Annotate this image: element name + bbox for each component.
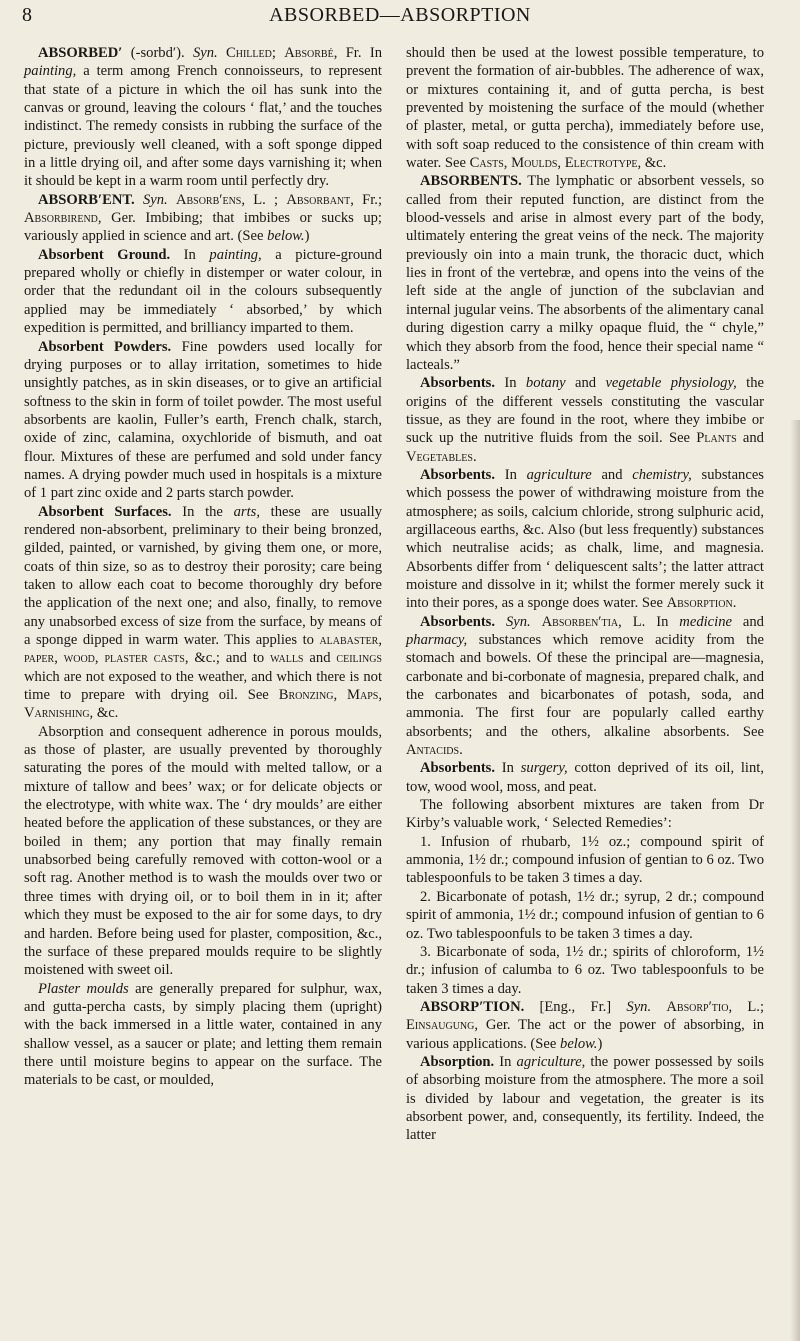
text-run (135, 192, 143, 208)
italic-term: chemistry, (632, 466, 692, 483)
text-run: and (736, 430, 764, 447)
paragraph (24, 723, 382, 980)
page-number: 8 (22, 4, 32, 26)
text-run: ) (304, 228, 310, 245)
paragraph (406, 1053, 764, 1145)
paragraph (406, 943, 764, 998)
text-run: In the (171, 503, 234, 520)
entry-subheading: Absorbents. (420, 613, 496, 630)
entry-subheading: Absorbents. (420, 760, 496, 777)
small-caps-term: Absorbé (284, 45, 334, 61)
entry-subheading: Absorbent Surfaces. (38, 503, 172, 520)
text-run: &c. (93, 705, 119, 722)
text-run: , Ger. Imbibing; that imbibes or sucks up; variously applied in science and art. (See (24, 210, 382, 245)
text-run: In (495, 760, 521, 777)
italic-term: below. (267, 228, 305, 245)
text-run: ; (271, 45, 285, 61)
italic-term: painting, (209, 246, 262, 263)
italic-term: below. (560, 1035, 598, 1052)
text-run: ) (597, 1035, 603, 1052)
text-run: and (731, 613, 764, 630)
italic-term: arts, (233, 503, 260, 520)
italic-term: Syn. (142, 191, 168, 208)
small-caps-term: Bronzing, Maps, Varnishing, (24, 687, 382, 722)
entry-headword: ABSORBENTS. (420, 173, 522, 190)
text-run: Fine powders used locally for drying purposes or to allay irritation, sometimes to hide unsightly patches, as in skin diseases, or to give an artificial softness to the skin in form of toilet powder. The most useful absorbents are kaolin, Fuller’s earth, French chalk, starch, oxide of zinc, calamina, oxychloride of bismuth, and oat flour. Mixtures of these are perfumed and sold under fancy names. A drying powder much used in hospitals is a mixture of 1 part zinc oxide and 2 parts starch powder. (24, 338, 382, 502)
entry-headword: ABSORB′ENT. (38, 191, 135, 208)
text-run: substances which remove acidity from the stomach and bowels. Of these the principal are—magnesia, carbonate and bi-corbonate of magnesia, prepared chalk, and the carbonates and bicarbonates of potash, soda, and ammonia. The first four are popularly called earthy absorbents; and the others, alkaline absorbents. See (406, 632, 764, 740)
text-run: (-sorbd′). (122, 45, 193, 61)
text-run (531, 614, 542, 630)
small-caps-term: ceilings (336, 650, 382, 667)
entry-headword: ABSORP′TION. (420, 998, 525, 1015)
text-run: these are usually rendered non-absorbent, preliminary to their being bronzed, gilded, painted, or varnished, by giving them one, or more, coats of thin size, so as to destroy their porosity; care being taken to allow each coat to become thoroughly dry before the application of the next one; and also, finally, to remove any unabsorbed excess of size from the surface, by means of a sponge dipped in warm water. This applies to (24, 503, 383, 648)
entry-subheading: Absorption. (420, 1053, 495, 1070)
page-edge-shadow (790, 420, 800, 1341)
small-caps-term: Vegetables. (406, 448, 477, 465)
text-run: In (495, 466, 527, 483)
paragraph (406, 888, 764, 943)
text-run: The following absorbent mixtures are taken from Dr Kirby’s valuable work, ‘ Selected Remedies’: (406, 797, 764, 832)
paragraph (24, 246, 382, 338)
text-run: and (565, 375, 606, 392)
paragraph (406, 613, 764, 760)
paragraph (24, 191, 382, 246)
small-caps-term: walls (270, 650, 304, 667)
text-run: cotton deprived of its oil, lint, tow, wood wool, moss, and peat. (406, 760, 764, 795)
text-run: &c.; and to (188, 650, 271, 667)
text-run: In (170, 246, 210, 263)
page-header (0, 4, 800, 44)
text-run (495, 614, 506, 630)
text-run: should then be used at the lowest possible temperature, to prevent the formation of air-bubbles. The adherence of wax, or mixtures containing it, and of gutta percha, is best prevented by moistening the surface of the mould (whether of plaster, metal, or gutta percha), immediately before use, with soft soap reduced to the consistence of thin cream with water. See (406, 45, 764, 172)
text-run: In (494, 1053, 517, 1070)
text-run: &c. (641, 155, 667, 172)
paragraph (406, 833, 764, 888)
text-run: the power possessed by soils of absorbing moisture from the atmosphere. The more a soil is divided by labour and vegetation, the greater is its absorbent power, and, consequently, its fertility. Indeed, the latter (406, 1053, 764, 1144)
italic-term: surgery, (520, 760, 568, 777)
text-run: 1. Infusion of rhubarb, 1½ oz.; compound spirit of ammonia, 1½ dr.; compound infusion of gentian to 6 oz. Two tablespoonfuls to be taken 3 times a day. (406, 833, 764, 887)
small-caps-term: Einsaugung (406, 1017, 475, 1034)
text-run: a picture-ground prepared wholly or chiefly in distemper or water colour, in order that the redundant oil in the colours subsequently applied may be immediately ‘ absorbed,’ by which expedition is permitted, and brilliancy imparted to them. (24, 246, 383, 337)
paragraph (406, 44, 764, 172)
text-run: substances which possess the power of withdrawing moisture from the atmosphere; as soils, calcium chloride, strong sulphuric acid, argillaceous earths, &c. Also (but less frequently) substances which neutralise acids; as chalk, lime, and magnesia. Absorbents differ from ‘ deliquescent salts’; the latter attract moisture and dissolve in it; whilst the former merely suck it into their pores, as a sponge does water. See (406, 466, 764, 612)
paragraph (24, 503, 382, 723)
text-run: a term among French connoisseurs, to represent that state of a picture in which the oil has sunk into the canvas or ground, leaving the colours ‘ flat,’ and the touches indistinct. The remedy consists in rubbing the surface of the picture, previously well cleaned, with a soft sponge dipped in a little drying oil, and after some days varnishing it; when it should be kept in a warm room until perfectly dry. (24, 63, 382, 190)
text-run: and (303, 650, 337, 667)
text-run: 2. Bicarbonate of potash, 1½ dr.; syrup, 2 dr.; compound spirit of ammonia, 1½ dr.; compound infusion of gentian to 6 oz. Two tablespoonfuls to be taken 3 times a day. (406, 888, 764, 942)
paragraph (406, 374, 764, 466)
text-run: the origins of the different vessels constituting the vascular tissue, as they are found in the root, where they imbibe or suck up the nutritive fluids from the soil. See (406, 375, 764, 447)
small-caps-term: Chilled (226, 45, 272, 61)
italic-term: Syn. (626, 998, 652, 1015)
text-run: , Ger. The act or the power of absorbing, in various applications. (See (406, 1017, 764, 1052)
entry-subheading: Absorbents. (420, 375, 496, 392)
text-run (168, 192, 176, 208)
left-column (24, 44, 382, 1090)
paragraph (406, 759, 764, 796)
italic-term: agriculture (526, 466, 592, 483)
small-caps-term: Absorben′tia (541, 613, 619, 630)
entry-subheading: Absorbents. (420, 466, 496, 483)
italic-term: Plaster moulds (38, 980, 129, 997)
small-caps-term: Absorbant (286, 191, 351, 208)
text-run: , L.; (728, 998, 764, 1015)
italic-term: painting, (24, 63, 77, 80)
small-caps-term: Plants (696, 430, 737, 447)
text-run (651, 999, 666, 1015)
paragraph (24, 44, 382, 191)
running-head: ABSORBED—ABSORPTION (269, 4, 531, 26)
italic-term: vegetable physiology, (605, 375, 737, 392)
italic-term: agriculture, (516, 1053, 586, 1070)
small-caps-term: Casts, Moulds, Electrotype, (469, 155, 642, 172)
text-run: , L. ; (241, 191, 287, 208)
small-caps-term: alabaster, paper, wood, plaster casts, (24, 632, 382, 667)
entry-subheading: Absorbent Ground. (38, 246, 171, 263)
small-caps-term: Absorption. (666, 595, 737, 612)
text-run: , Fr. In (333, 45, 382, 61)
text-run (218, 45, 226, 61)
small-caps-term: Absorb′ens (175, 191, 242, 208)
entry-subheading: Absorbent Powders. (38, 338, 172, 355)
entry-headword: ABSORBED′ (38, 45, 123, 61)
small-caps-term: Absorp′tio (666, 998, 729, 1015)
text-run: and (591, 466, 633, 483)
small-caps-term: Absorbirend (24, 210, 98, 227)
italic-term: Syn. (505, 613, 531, 630)
text-run: are generally prepared for sulphur, wax, and gutta-percha casts, by simply placing them (upright) with the back immersed in a little water, contained in any shallow vessel, as a saucer or plate; and letting them remain there until moisture begins to appear on the surface. The materials to be cast, or moulded, (24, 980, 383, 1089)
italic-term: medicine (679, 613, 732, 630)
text-run: [Eng., Fr.] (524, 998, 627, 1015)
right-column (406, 44, 764, 1145)
paragraph (406, 466, 764, 613)
paragraph (24, 980, 382, 1090)
text-run: , L. In (618, 613, 680, 630)
paragraph (406, 172, 764, 374)
paragraph (406, 796, 764, 833)
italic-term: pharmacy, (406, 632, 468, 648)
small-caps-term: Antacids. (406, 742, 463, 759)
italic-term: botany (525, 375, 566, 392)
text-run: , Fr.; (350, 191, 383, 208)
italic-term: Syn. (192, 45, 218, 61)
paragraph (24, 338, 382, 503)
text-run: In (495, 375, 526, 392)
text-run: which are not exposed to the weather, and which there is not time to prepare with drying oil. See (24, 668, 382, 704)
text-run: 3. Bicarbonate of soda, 1½ dr.; spirits of chloroform, 1½ dr.; infusion of calumba to 6 oz. Two tablespoonfuls to be taken 3 times a day. (406, 943, 764, 997)
paragraph (406, 998, 764, 1053)
text-run: The lymphatic or absorbent vessels, so called from their reputed function, are distinct from the blood-vessels and arise in almost every part of the body, ultimately entering the great veins of the neck. The majority previously oin into a main trunk, the thoracic duct, which lies in front of the vertebræ, and opens into the veins of the left side at the angle of junction of the subclavian and internal jugular veins. The absorbents of the alimentary canal during digestion carry a milky opaque fluid, the “ chyle,” which they absorb from the food, hence their special name “ lacteals.” (406, 173, 764, 373)
text-run: Absorption and consequent adherence in porous moulds, as those of plaster, are usually prevented by thoroughly saturating the pores of the mould with melted tallow, or a mixture of tallow and bees’ wax; or for delicate objects or the electrotype, with white wax. The ‘ dry moulds’ are either heated before the application of these substances, or they are boiled in them; any portion that may finally remain unabsorbed being carefully removed with cotton-wool or a soft rag. Another method is to wash the moulds over two or three times with drying oil, or to boil them in in it; after which they must be exposed to the air for some days, to dry and harden. Before being used for plaster, composition, &c., the surface of these prepared moulds require to be slightly moistened with sweet oil. (24, 723, 382, 979)
